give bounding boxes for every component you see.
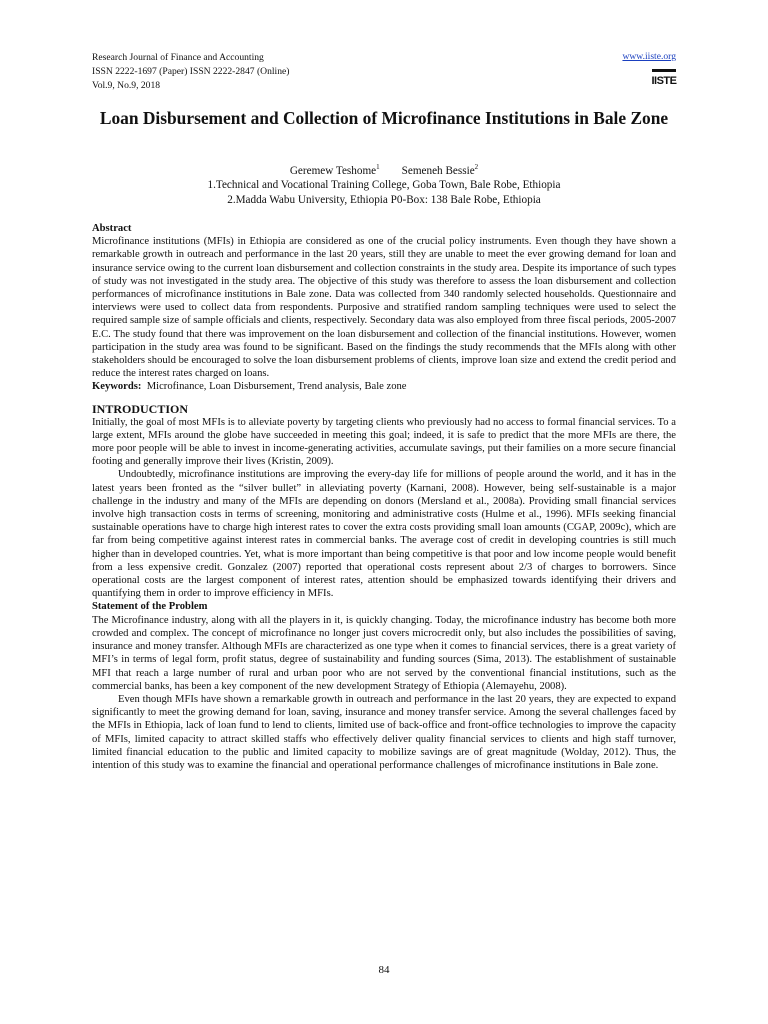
author-1-sup: 1 bbox=[376, 163, 380, 171]
journal-name: Research Journal of Finance and Accounting bbox=[92, 52, 264, 63]
abstract-text: Microfinance institutions (MFIs) in Ethiopia are considered as one of the crucial policy instruments. Even though they have shown a remarkable growth in outreach and performance in the last 20 years, still they are unable to meet the ever growing demand for loan and insurance service owing to the current loan disbursement and collection constraints in the study area. Despite its importance of such types of study was not investigated in the study area. The objective of this study was therefore to assess the loan disbursement and collection performances of microfinance institutions in Bale zone. Data was collected from 340 randomly selected households. Questionnaire and interviews were used to collect data from respondents. Purposive and stratified random sampling techniques were used to select the required sample size of sample officials and clients, respectively. Secondary data was also employed from three fiscal periods, 2005-2007 E.C. The study found that there was improvement on the loan disbursement and collection of the financial institutions. However, women participation in the study area was found to be significant. Based on the findings the study recommends that the MFIs along with other stakeholders should be encouraged to solve the loan disbursement problems of clients, improve loan size and extend the credit period and reduce the interest rates charged on loans. bbox=[92, 236, 676, 380]
iiste-logo bbox=[650, 66, 678, 88]
affiliation-1: 1.Technical and Vocational Training College, Goba Town, Bale Robe, Ethiopia bbox=[207, 179, 561, 192]
author-2-sup: 2 bbox=[474, 163, 479, 171]
introduction-paragraph-2: Undoubtedly, microfinance institutions are improving the every-day life for millions of people around the world, and it has in the latest years been fronted as the “silver bullet” in alleviating poverty (Karnani, 2008). However, being self-sustainable is a major challenge in the industry and many of the MFIs are depending on donors (Mersland et al., 2008a). Providing small financial services involve high transaction costs in terms of screening, monitoring and administrative costs (Hulme et al., 1996). MFIs seeking financial sustainable operations have to charge high interest rates to cover the extra costs providing small loan amounts (CGAP, 2009c), which are far from being competitive against interest rates in commercial banks. The average cost of credit in developing countries is still much higher than in developed countries. Yet, what is more important than being competitive is that poor and low income people would benefit from a less expensive credit. Gonzalez (2007) reported that operational costs represent about 2/3 of charges to borrowers. Since operational costs are the largest component of interest rates, attention should be emphasized towards identifying their drivers and quantifying them in order to improve efficiency in MFIs. bbox=[92, 469, 676, 600]
problem-paragraph-1: The Microfinance industry, along with all the players in it, is quickly changing. Today, the microfinance industry has become both more crowded and complex. The concept of microfinance no longer just covers microcredit only, but also includes the possibilities of saving, insurance and money transfer. Although MFIs are characterized as one type when it comes to financial services, there is a great variety of MFI’s in terms of legal form, profit status, degree of sustainability and funding sources (Sima, 2013). The establishment of sustainable MFI that reach a large number of rural and urban poor who are not served by the conventional financial institutions, such as the commercial banks, has been a key component of the new development Strategy of Ethiopia (Alemayehu, 2008). bbox=[92, 614, 676, 692]
journal-issn: ISSN 2222-1697 (Paper) ISSN 2222-2847 (Online) bbox=[92, 65, 290, 77]
author-1-name: Geremew Teshome bbox=[289, 165, 377, 177]
affiliation-2: 2.Madda Wabu University, Ethiopia P0-Box: 138 Bale Robe, Ethiopia bbox=[227, 193, 541, 206]
keywords-line bbox=[92, 380, 676, 393]
author-2-name: Semeneh Bessie bbox=[401, 165, 475, 177]
paper-title: Loan Disbursement and Collection of Microfinance Institutions in Bale Zone bbox=[99, 108, 669, 128]
introduction-paragraph-1: Initially, the goal of most MFIs is to alleviate poverty by targeting clients who previously had no access to formal financial services. To a large extent, MFIs around the globe have succeeded in meeting this goal; indeed, it is safe to predict that the more MFIs are there, the more poor people will be able to invest in income-generating activities, accumulate savings, put their families on a more secure financial footing and generally improve their lives (Kristin, 2009). bbox=[92, 416, 676, 468]
svg-text:IISTE: IISTE bbox=[651, 75, 677, 87]
journal-header bbox=[92, 51, 289, 92]
paper-body bbox=[92, 222, 676, 772]
page-number: 84 bbox=[378, 964, 390, 976]
problem-paragraph-2: Even though MFIs have shown a remarkable growth in outreach and performance in the last 20 years, they are expected to expand significantly to meet the growing demand for loan, saving, insurance and money transfer service. Among the several challenges faced by the MFIs in Ethiopia, lack of loan fund to lend to clients, limited use of back-office and front-office technologies to improve the capacity of MFIs, limited capacity to attract skilled staffs who effectively deliver quality financial services to clients and high staff turnover, limited financial education to the public and limited capacity to mobilize savings are of great magnitude (Wolday, 2012). Thus, the intention of this study was to examine the financial and operational performance challenges of microfinance institutions in Bale zone. bbox=[92, 693, 676, 771]
author-block bbox=[92, 164, 676, 207]
introduction-heading: INTRODUCTION bbox=[92, 401, 189, 416]
journal-website-link[interactable]: www.iiste.org bbox=[622, 51, 676, 62]
abstract-heading: Abstract bbox=[92, 223, 132, 234]
problem-heading: Statement of the Problem bbox=[92, 601, 208, 613]
author-line bbox=[92, 164, 676, 178]
keywords-label: Keywords: bbox=[92, 381, 142, 393]
keywords-text: Microfinance, Loan Disbursement, Trend analysis, Bale zone bbox=[146, 381, 407, 393]
journal-volume: Vol.9, No.9, 2018 bbox=[92, 79, 161, 91]
